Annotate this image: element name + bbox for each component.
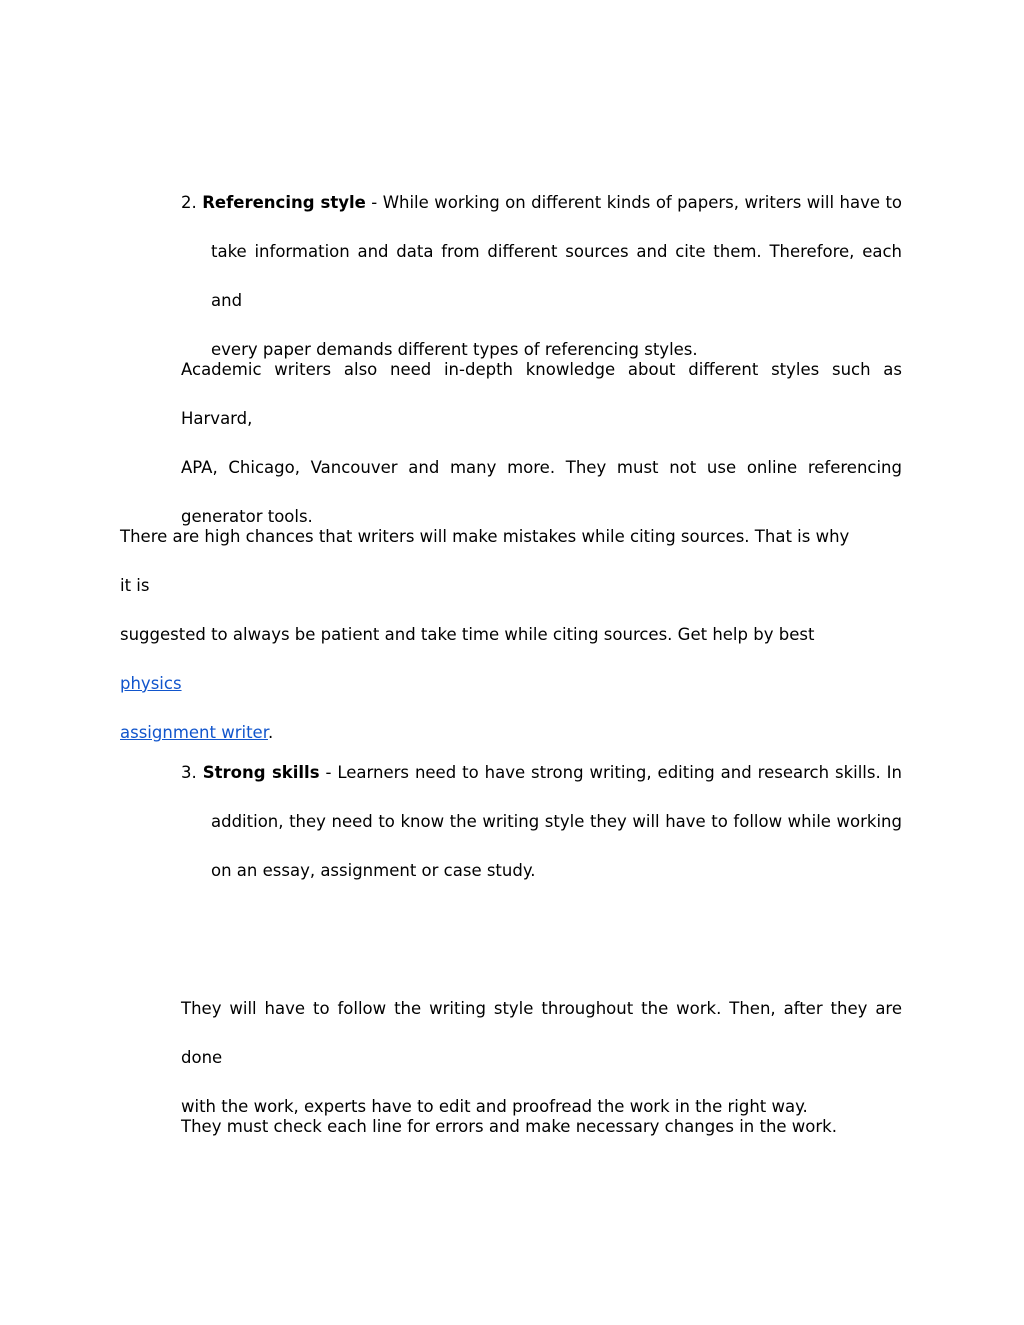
list-item-text: - While working on different kinds of papers, writers will have to <box>365 193 903 212</box>
paragraph-check-errors <box>181 1102 902 1151</box>
paragraph-line: They will have to follow the writing style throughout the work. Then, after they are done <box>181 999 902 1067</box>
paragraph-text: suggested to always be patient and take time while citing sources. Get help by best <box>120 625 815 644</box>
paragraph-line: They must check each line for errors and make necessary changes in the work. <box>181 1117 837 1136</box>
paragraph-line: generator tools. <box>181 507 313 526</box>
list-item-text-line: on an essay, assignment or case study. <box>211 861 536 880</box>
list-item-first-line <box>181 748 902 797</box>
physics-assignment-writer-link[interactable]: physics <box>120 674 182 693</box>
paragraph-period: . <box>267 723 274 742</box>
list-item-heading: Strong skills <box>202 763 320 782</box>
list-item-text: - Learners need to have strong writing, editing and research skills. In <box>319 763 902 782</box>
physics-assignment-writer-link-continued[interactable]: assignment writer <box>120 723 268 742</box>
list-item-text-line: every paper demands different types of referencing styles. <box>211 340 698 359</box>
list-item-heading: Referencing style <box>202 193 366 212</box>
paragraph-line: with the work, experts have to edit and proofread the work in the right way. <box>181 1097 808 1116</box>
paragraph-line: There are high chances that writers will make mistakes while citing sources. That is why it is <box>120 527 850 595</box>
paragraph-line <box>120 610 865 708</box>
list-item-text-line: addition, they need to know the writing style they will have to follow while working <box>211 812 902 831</box>
paragraph-line: Academic writers also need in-depth knowledge about different styles such as Harvard, <box>181 360 902 428</box>
list-item-number: 3. <box>181 763 197 782</box>
paragraph-citing-mistakes <box>120 512 865 757</box>
list-item-strong-skills <box>181 748 902 895</box>
list-item-text-line: take information and data from different sources and cite them. Therefore, each and <box>211 242 902 310</box>
list-item-number: 2. <box>181 193 197 212</box>
list-item-first-line <box>181 178 902 227</box>
paragraph-line: APA, Chicago, Vancouver and many more. They must not use online referencing <box>181 458 902 477</box>
